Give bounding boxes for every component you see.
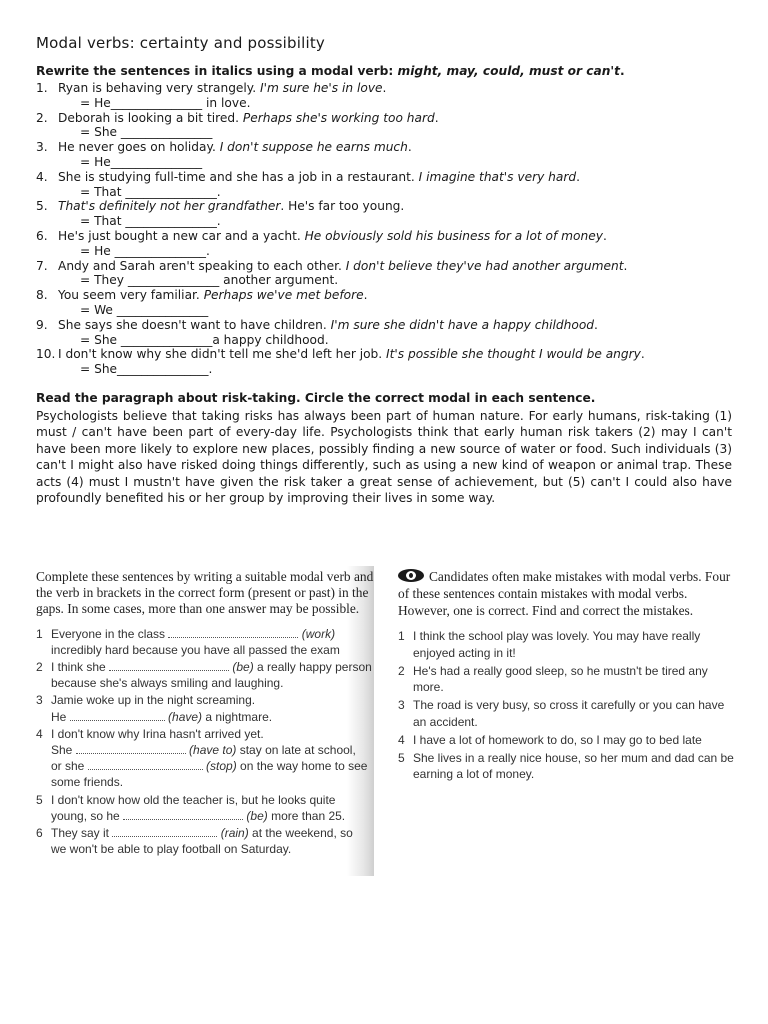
answer-line: = That _______________. (80, 184, 221, 199)
gap-field[interactable] (76, 744, 186, 754)
list-item: 5 I don't know how old the teacher is, but he looks quite young, so he (be) more than 25. (36, 792, 346, 823)
list-item: 4. She is studying full-time and she has a job in a restaurant. I imagine that's very hard. = That _______________. (36, 170, 732, 200)
list-item: 3 Jamie woke up in the night screaming. He (have) a nightmare. (36, 693, 273, 724)
answer-line: = They _______________ another argument. (80, 273, 339, 288)
section2-instruction: Read the paragraph about risk-taking. Circle the correct modal in each sentence. (36, 390, 596, 405)
list-item: 1 I think the school play was lovely. You may have really enjoyed acting in it! (398, 629, 701, 660)
gap-field[interactable] (168, 628, 298, 638)
list-item: 8. You seem very familiar. Perhaps we've met before. = We _______________ (36, 288, 732, 318)
answer-line: = She_______________. (80, 362, 213, 377)
worksheet (36, 30, 732, 506)
list-item: 6 They say it (rain) at the weekend, so we won't be able to play football on Saturday. (36, 826, 353, 857)
list-item: 4 I don't know why Irina hasn't arrived yet. She (have to) stay on late at school, or she (stop) on the way home to see some friends. (36, 726, 368, 790)
gap-field[interactable] (70, 711, 165, 721)
page-title: Modal verbs: certainty and possibility (36, 34, 325, 52)
book-right-intro: Candidates often make mistakes with modal verbs. Four of these sentences contain mistakes with modal verbs. However, one is correct. Find and correct the mistakes. (398, 569, 731, 618)
answer-line: = That _______________. (80, 214, 221, 229)
section1-instruction: Rewrite the sentences in italics using a modal verb: might, may, could, must or can't. (36, 64, 625, 78)
answer-line: = He _______________. (80, 243, 210, 258)
book-left-intro: Complete these sentences by writing a suitable modal verb and the verb in brackets in the correct form (present or past) in the gaps. In some cases, more than one answer may be possible. (36, 569, 374, 617)
list-item: 5 She lives in a really nice house, so her mum and dad can be earning a lot of money. (398, 750, 734, 782)
risk-paragraph: Psychologists believe that taking risks has always been part of human nature. For early humans, risk-taking (1) must / can't have been part of every-day life. Psychologists think that early human risk takers (2) may I can't have been more likely to explore new places, possibly finding a new source of water or food. Such individuals (3) can't I might also have risked doing things differently, such as using a new kind of weapon or animal trap. These acts (4) must I mustn't have given the risk taker a great sense of achievement, but (5) can't I could also have profoundly benefited his or her group by improving their lives in some way. (36, 408, 732, 505)
answer-line: = She _______________a happy childhood. (80, 332, 329, 347)
list-item: 5. That's definitely not her grandfather. He's far too young. = That _______________. (36, 199, 732, 229)
gap-fill-list (36, 626, 374, 858)
gap-field[interactable] (109, 661, 229, 671)
answer-line: = He_______________ (80, 154, 203, 169)
list-item: 2. Deborah is looking a bit tired. Perhaps she's working too hard. = She _______________ (36, 111, 732, 141)
list-item: 3. He never goes on holiday. I don't suppose he earns much. = He_______________ (36, 140, 732, 170)
list-item: 7. Andy and Sarah aren't speaking to each other. I don't believe they've had another argument. = They _______________ another argument. (36, 259, 732, 289)
mistakes-list (398, 628, 738, 783)
book-excerpt-left (36, 566, 374, 876)
list-item: 6. He's just bought a new car and a yacht. He obviously sold his business for a lot of money. = He _______________. (36, 229, 732, 259)
list-item: 2 He's had a really good sleep, so he mustn't be tired any more. (398, 663, 708, 695)
risk-section (36, 391, 732, 506)
list-item: 4 I have a lot of homework to do, so I may go to bed late (398, 732, 702, 747)
rewrite-list (36, 81, 732, 377)
list-item: 3 The road is very busy, so cross it carefully or you can have an accident. (398, 698, 725, 729)
eye-icon (398, 569, 424, 582)
answer-line: = He_______________ in love. (80, 95, 251, 110)
list-item: 10. I don't know why she didn't tell me she'd left her job. It's possible she thought I would be angry. = She_______________. (36, 347, 732, 377)
book-excerpt-right (398, 566, 738, 784)
answer-line: = She _______________ (80, 125, 213, 140)
list-item: 1 Everyone in the class (work) incredibly hard because you have all passed the exam (36, 626, 340, 657)
answer-line: = We _______________ (80, 302, 209, 317)
gap-field[interactable] (112, 827, 217, 837)
list-item: 1. Ryan is behaving very strangely. I'm sure he's in love. = He_______________ in love. (36, 81, 732, 111)
list-item: 9. She says she doesn't want to have children. I'm sure she didn't have a happy childhood. = She _______________a happy childhood. (36, 318, 732, 348)
list-item: 2 I think she (be) a really happy person because she's always smiling and laughing. (36, 660, 372, 691)
gap-field[interactable] (88, 760, 203, 770)
gap-field[interactable] (123, 810, 243, 820)
